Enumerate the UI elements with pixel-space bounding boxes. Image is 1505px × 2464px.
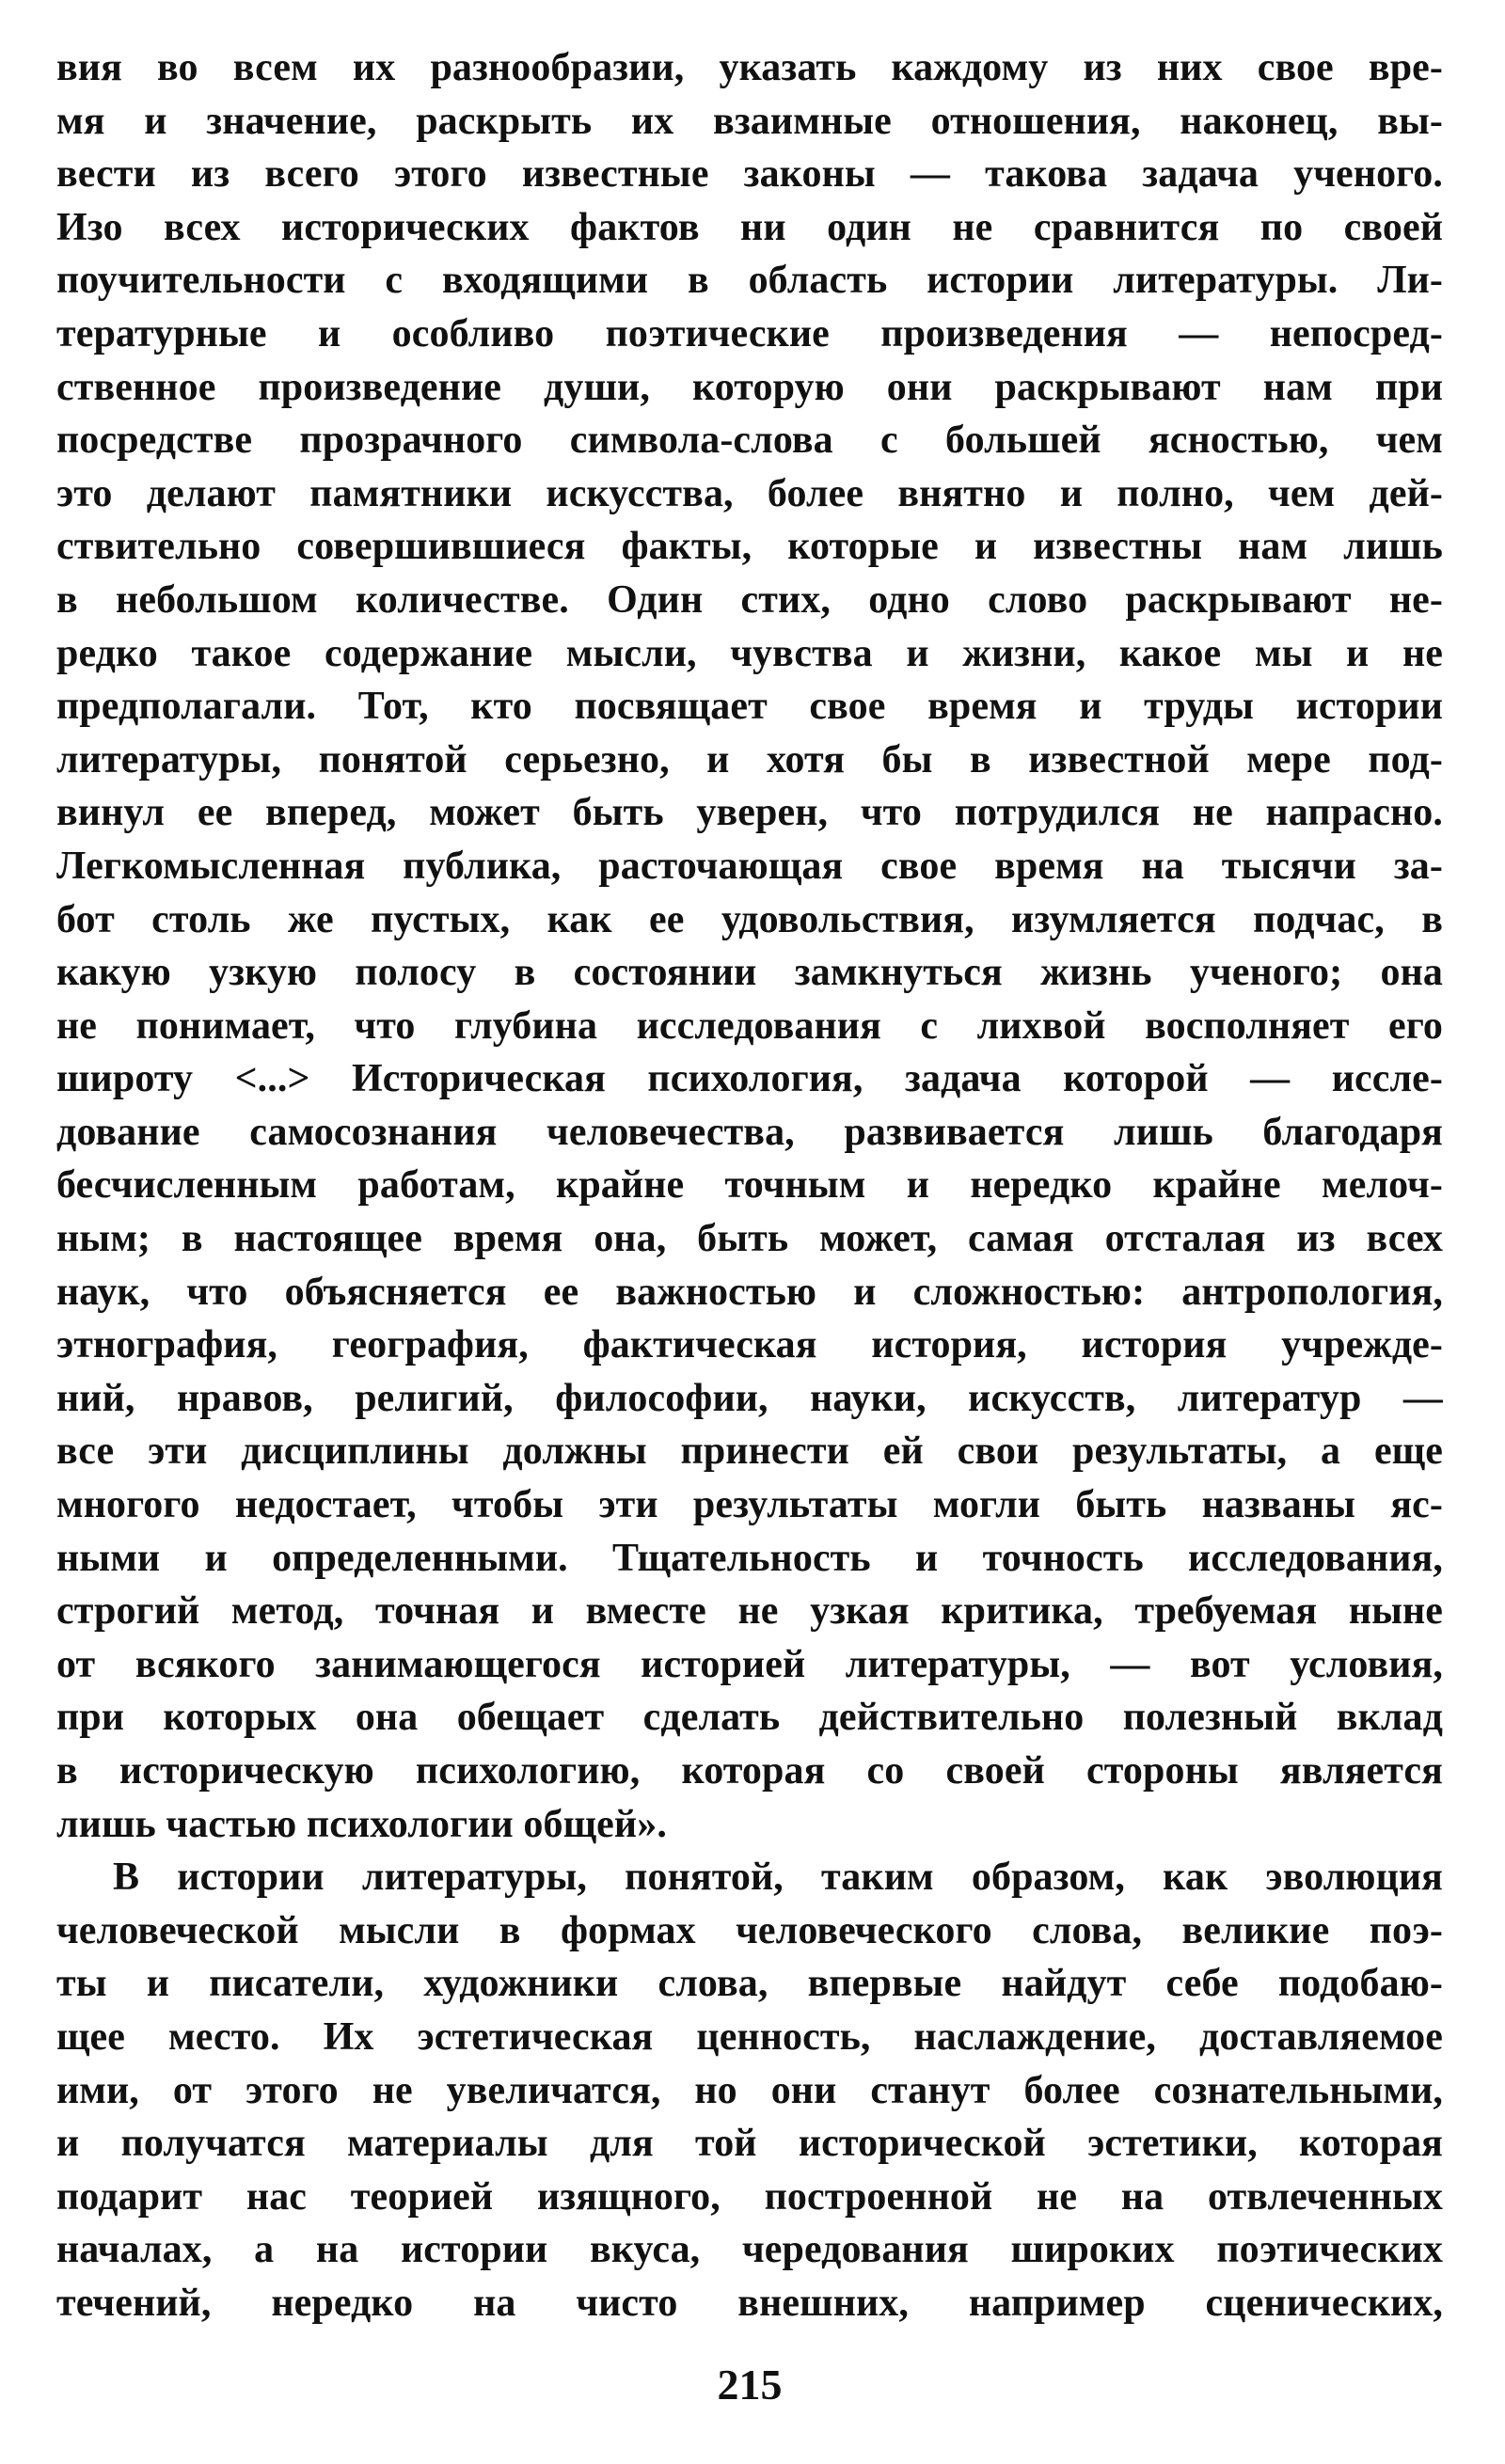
text-line: строгий метод, точная и вместе не узкая критика, требуемая ныне: [56, 1589, 1443, 1634]
text-line: посредстве прозрачного символа-слова с большей ясностью, чем: [56, 419, 1443, 463]
text-line: вести из всего этого известные законы — такова задача ученого.: [56, 152, 1443, 197]
text-line: многого недостает, чтобы эти результаты могли быть названы яс-: [56, 1483, 1443, 1527]
text-line: ственное произведение души, которую они раскрывают нам при: [56, 365, 1443, 409]
text-line: ими, от этого не увеличатся, но они станут более сознательными,: [56, 2068, 1443, 2112]
text-line: и получатся материалы для той исторической эстетики, которая: [56, 2122, 1443, 2166]
text-line: предполагали. Тот, кто посвящает свое время и труды истории: [56, 685, 1443, 729]
text-line: ными и определенными. Тщательность и точность исследования,: [56, 1536, 1443, 1580]
text-line: Изо всех исторических фактов ни один не сравнится по своей: [56, 205, 1443, 249]
text-line: литературы, понятой серьезно, и хотя бы в известной мере под-: [56, 737, 1443, 782]
text-line: Легкомысленная публика, расточающая свое время на тысячи за-: [56, 844, 1443, 888]
text-line: ным; в настоящее время она, быть может, самая отсталая из всех: [56, 1217, 1443, 1261]
text-line: ний, нравов, религий, философии, науки, искусств, литератур —: [56, 1376, 1443, 1420]
text-line: винул ее вперед, может быть уверен, что потрудился не напрасно.: [56, 791, 1443, 835]
text-line: это делают памятники искусства, более внятно и полно, чем дей-: [56, 471, 1443, 515]
page-number: 215: [717, 2361, 783, 2409]
text-line: вия во всем их разнообразии, указать каждому из них свое вре-: [56, 46, 1443, 89]
text-line: редко такое содержание мысли, чувства и жизни, какое мы и не: [56, 631, 1443, 675]
text-line: при которых она обещает сделать действительно полезный вклад: [56, 1696, 1443, 1740]
text-line: дование самосознания человечества, развивается лишь благодаря: [56, 1110, 1443, 1154]
paragraph: [56, 41, 1443, 1851]
text-line: щее место. Их эстетическая ценность, наслаждение, доставляемое: [56, 2014, 1443, 2059]
text-line: тературные и особливо поэтические произведения — непосред-: [56, 311, 1443, 355]
text-line: в небольшом количестве. Один стих, одно слово раскрывают не-: [56, 577, 1443, 622]
body-text: [56, 41, 1443, 2330]
paragraph: [56, 1851, 1443, 2330]
text-line: ствительно совершившиеся факты, которые и известны нам лишь: [56, 525, 1443, 569]
text-line: человеческой мысли в формах человеческого слова, великие поэ-: [56, 1908, 1443, 1952]
text-line: мя и значение, раскрыть их взаимные отношения, наконец, вы-: [56, 99, 1443, 143]
text-line: бесчисленным работам, крайне точным и нередко крайне мелоч-: [56, 1163, 1443, 1208]
text-line: широту <...> Историческая психология, задача которой — иссле-: [56, 1057, 1443, 1101]
book-page: [56, 41, 1443, 2449]
text-line: началах, а на истории вкуса, чередования широких поэтических: [56, 2228, 1443, 2272]
text-line: В истории литературы, понятой, таким образом, как эволюция: [113, 1856, 1443, 1900]
text-line: лишь частью психологии общей».: [56, 1802, 667, 1846]
text-line: ты и писатели, художники слова, впервые найдут себе подобаю-: [56, 1962, 1443, 2006]
text-line: течений, нередко на чисто внешних, например сценических,: [56, 2281, 1443, 2325]
text-line: какую узкую полосу в состоянии замкнуться жизнь ученого; она: [56, 951, 1443, 995]
text-line: наук, что объясняется ее важностью и сложностью: антропология,: [56, 1270, 1443, 1314]
text-line: подарит нас теорией изящного, построенной не на отвлеченных: [56, 2174, 1443, 2219]
text-line: этнография, география, фактическая история, история учрежде-: [56, 1323, 1443, 1367]
text-line: бот столь же пустых, как ее удовольствия, изумляется подчас, в: [56, 897, 1443, 941]
text-line: от всякого занимающегося историей литературы, — вот условия,: [56, 1642, 1443, 1686]
text-line: поучительности с входящими в область истории литературы. Ли-: [56, 259, 1443, 303]
text-line: не понимает, что глубина исследования с лихвой восполняет его: [56, 1003, 1443, 1048]
text-line: в историческую психологию, которая со своей стороны является: [56, 1749, 1443, 1793]
text-line: все эти дисциплины должны принести ей свои результаты, а еще: [56, 1429, 1443, 1474]
